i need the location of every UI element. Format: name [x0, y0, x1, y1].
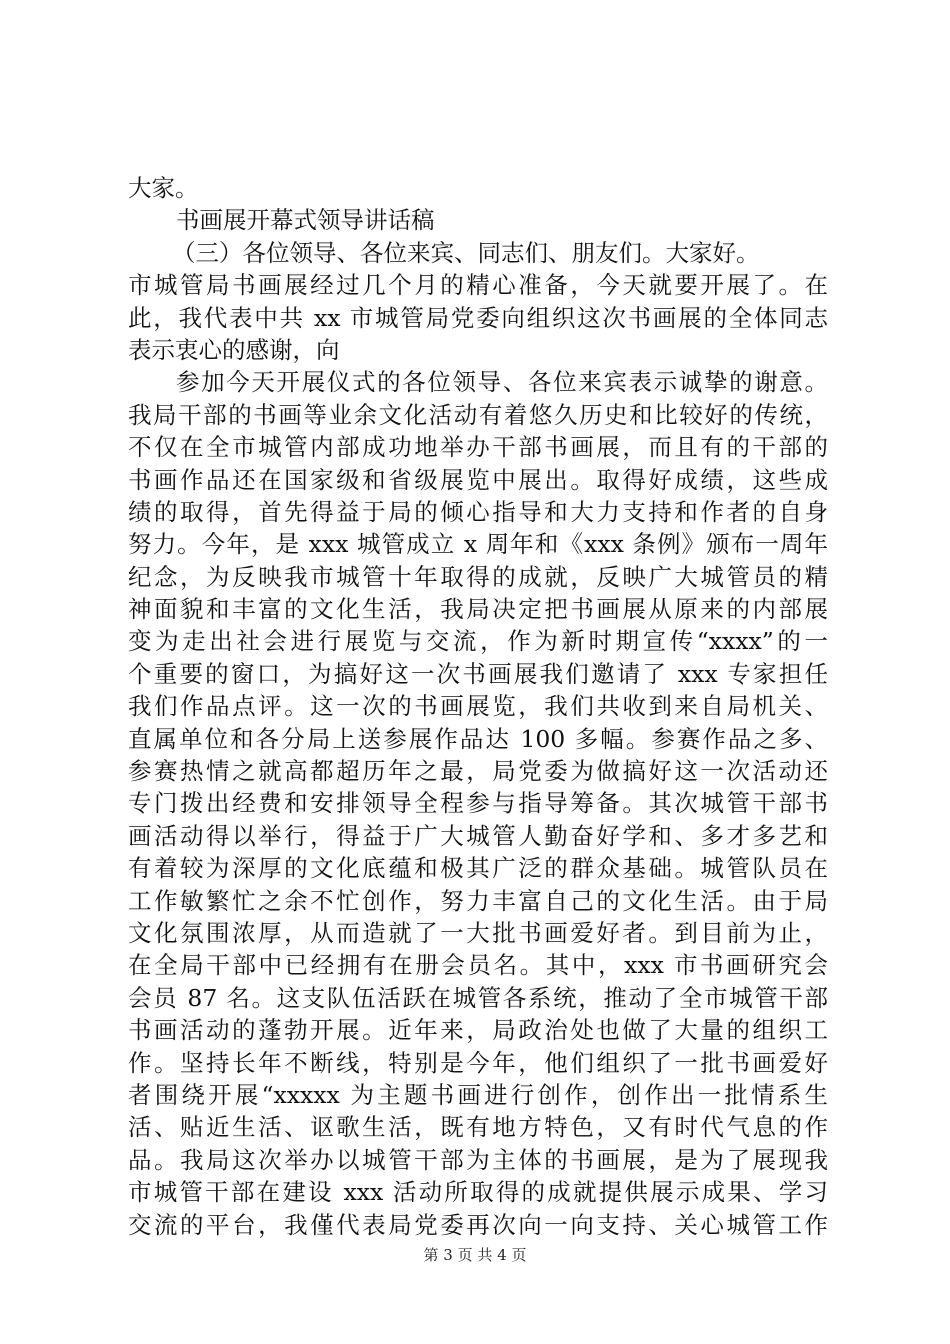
- text-line: 个重要的窗口，为搞好这一次书画展我们邀请了 xxx 专家担任: [128, 659, 828, 688]
- document-body: [128, 172, 828, 1241]
- text-line: 参加今天开展仪式的各位领导、各位来宾表示诚挚的谢意。: [176, 368, 828, 397]
- text-line: 品。我局这次举办以城管干部为主体的书画展，是为了展现我: [128, 1145, 828, 1174]
- text-line: 纪念，为反映我市城管十年取得的成就，反映广大城管员的精: [128, 562, 828, 591]
- section-title: 书画展开幕式领导讲话稿: [176, 206, 435, 235]
- text-line: 文化氛围浓厚，从而造就了一大批书画爱好者。到目前为止，: [128, 918, 828, 947]
- text-line: （三）各位领导、各位来宾、同志们、朋友们。大家好。: [172, 238, 760, 267]
- text-line: 市城管干部在建设 xxx 活动所取得的成就提供展示成果、学习: [128, 1178, 828, 1207]
- text-line: 书画活动的蓬勃开展。近年来，局政治处也做了大量的组织工: [128, 1016, 828, 1045]
- text-line: 有着较为深厚的文化底蕴和极其广泛的群众基础。城管队员在: [128, 854, 828, 883]
- text-line: 市城管局书画展经过几个月的精心准备，今天就要开展了。在: [128, 271, 828, 300]
- page-number-label: 第 3 页 共 4 页: [423, 1246, 527, 1264]
- text-line: 我局干部的书画等业余文化活动有着悠久历史和比较好的传统，: [128, 400, 828, 429]
- text-line: 参赛热情之就高都超历年之最，局党委为做搞好这一次活动还: [128, 757, 828, 786]
- page-footer: [0, 1244, 950, 1265]
- text-line: 不仅在全市城管内部成功地举办干部书画展，而且有的干部的: [128, 433, 828, 462]
- text-line: 直属单位和各分局上送参展作品达 100 多幅。参赛作品之多、: [128, 724, 828, 753]
- text-line: 表示衷心的感谢，向: [128, 335, 340, 364]
- text-line: 工作敏繁忙之余不忙创作，努力丰富自己的文化生活。由于局: [128, 886, 828, 915]
- text-line: 变为走出社会进行展览与交流，作为新时期宣传“xxxx”的一: [128, 627, 828, 656]
- text-line: 会员 87 名。这支队伍活跃在城管各系统，推动了全市城管干部: [128, 983, 828, 1012]
- text-line: 画活动得以举行，得益于广大城管人勤奋好学和、多才多艺和: [128, 821, 828, 850]
- text-line: 者围绕开展“xxxxx 为主题书画进行创作，创作出一批情系生: [128, 1080, 828, 1109]
- text-line: 书画作品还在国家级和省级展览中展出。取得好成绩，这些成: [128, 465, 828, 494]
- text-line: 活、贴近生活、讴歌生活，既有地方特色，又有时代气息的作: [128, 1113, 828, 1142]
- text-line: 努力。今年，是 xxx 城管成立 x 周年和《xxx 条例》颁布一周年: [128, 530, 828, 559]
- text-line: 我们作品点评。这一次的书画展览，我们共收到来自局机关、: [128, 692, 828, 721]
- text-line: 在全局干部中已经拥有在册会员名。其中，xxx 市书画研究会: [128, 951, 828, 980]
- text-line: 绩的取得，首先得益于局的倾心指导和大力支持和作者的自身: [128, 497, 828, 526]
- text-line: 此，我代表中共 xx 市城管局党委向组织这次书画展的全体同志: [128, 303, 828, 332]
- text-line: 作。坚持长年不断线，特别是今年，他们组织了一批书画爱好: [128, 1048, 828, 1077]
- text-line: 大家。: [128, 174, 199, 202]
- text-line: 神面貌和丰富的文化生活，我局决定把书画展从原来的内部展: [128, 595, 828, 624]
- text-line: 交流的平台，我僅代表局党委再次向一向支持、关心城管工作: [128, 1210, 828, 1239]
- text-line: 专门拨出经费和安排领导全程参与指导筹备。其次城管干部书: [128, 789, 828, 818]
